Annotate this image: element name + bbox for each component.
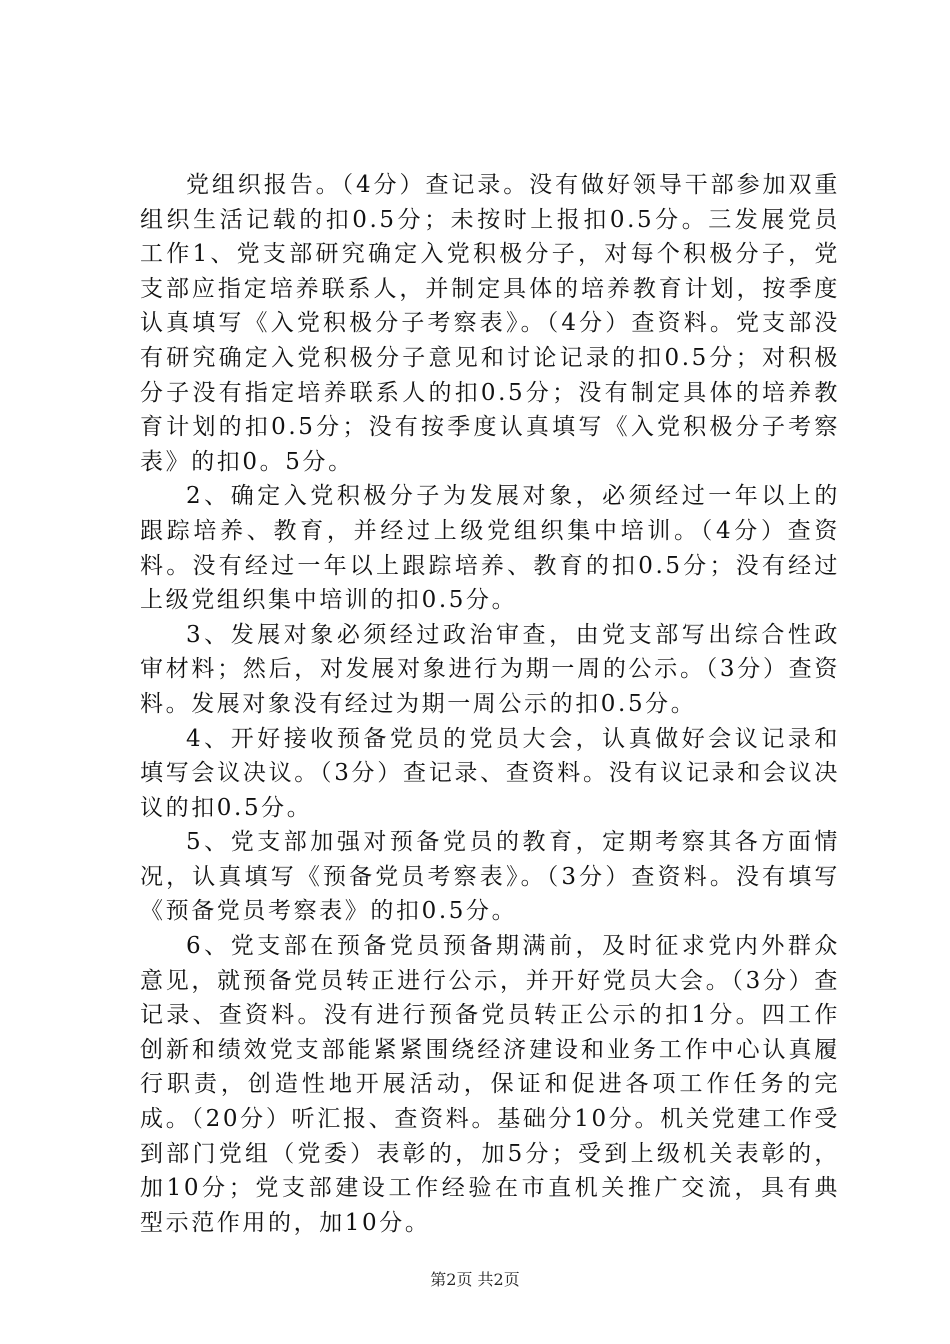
page-number-footer: 第2页 共2页 — [430, 1270, 520, 1289]
paragraph-5: 5、党支部加强对预备党员的教育，定期考察其各方面情况，认真填写《预备党员考察表》。（3分）查资料。没有填写《预备党员考察表》的扣0.5分。 — [140, 829, 840, 925]
paragraph-6: 6、党支部在预备党员预备期满前，及时征求党内外群众意见，就预备党员转正进行公示，并开好党员大会。（3分）查记录、查资料。没有进行预备党员转正公示的扣1分。四工作创新和绩效党支部能紧紧围绕经济建设和业务工作中心认真履行职责，创造性地开展活动，保证和促进各项工作任务的完成。（20分）听汇报、查资料。基础分10分。机关党建工作受到部门党组（党委）表彰的，加5分；受到上级机关表彰的，加10分；党支部建设工作经验在市直机关推广交流，具有典型示范作用的，加10分。 — [140, 933, 840, 1236]
paragraph-4: 4、开好接收预备党员的党员大会，认真做好会议记录和填写会议决议。（3分）查记录、查资料。没有议记录和会议决议的扣0.5分。 — [140, 725, 840, 821]
document-body — [140, 168, 840, 1240]
paragraph-1: 党组织报告。（4分）查记录。没有做好领导干部参加双重组织生活记载的扣0.5分；未按时上报扣0.5分。三发展党员工作1、党支部研究确定入党积极分子，对每个积极分子，党支部应指定培养联系人，并制定具体的培养教育计划，按季度认真填写《入党积极分子考察表》。（4分）查资料。党支部没有研究确定入党积极分子意见和讨论记录的扣0.5分；对积极分子没有指定培养联系人的扣0.5分；没有制定具体的培养教育计划的扣0.5分；没有按季度认真填写《入党积极分子考察表》的扣0。5分。 — [140, 172, 840, 475]
paragraph-2: 2、确定入党积极分子为发展对象，必须经过一年以上的跟踪培养、教育，并经过上级党组织集中培训。（4分）查资料。没有经过一年以上跟踪培养、教育的扣0.5分；没有经过上级党组织集中培训的扣0.5分。 — [140, 483, 840, 614]
paragraph-3: 3、发展对象必须经过政治审查，由党支部写出综合性政审材料；然后，对发展对象进行为期一周的公示。（3分）查资料。发展对象没有经过为期一周公示的扣0.5分。 — [140, 621, 840, 717]
